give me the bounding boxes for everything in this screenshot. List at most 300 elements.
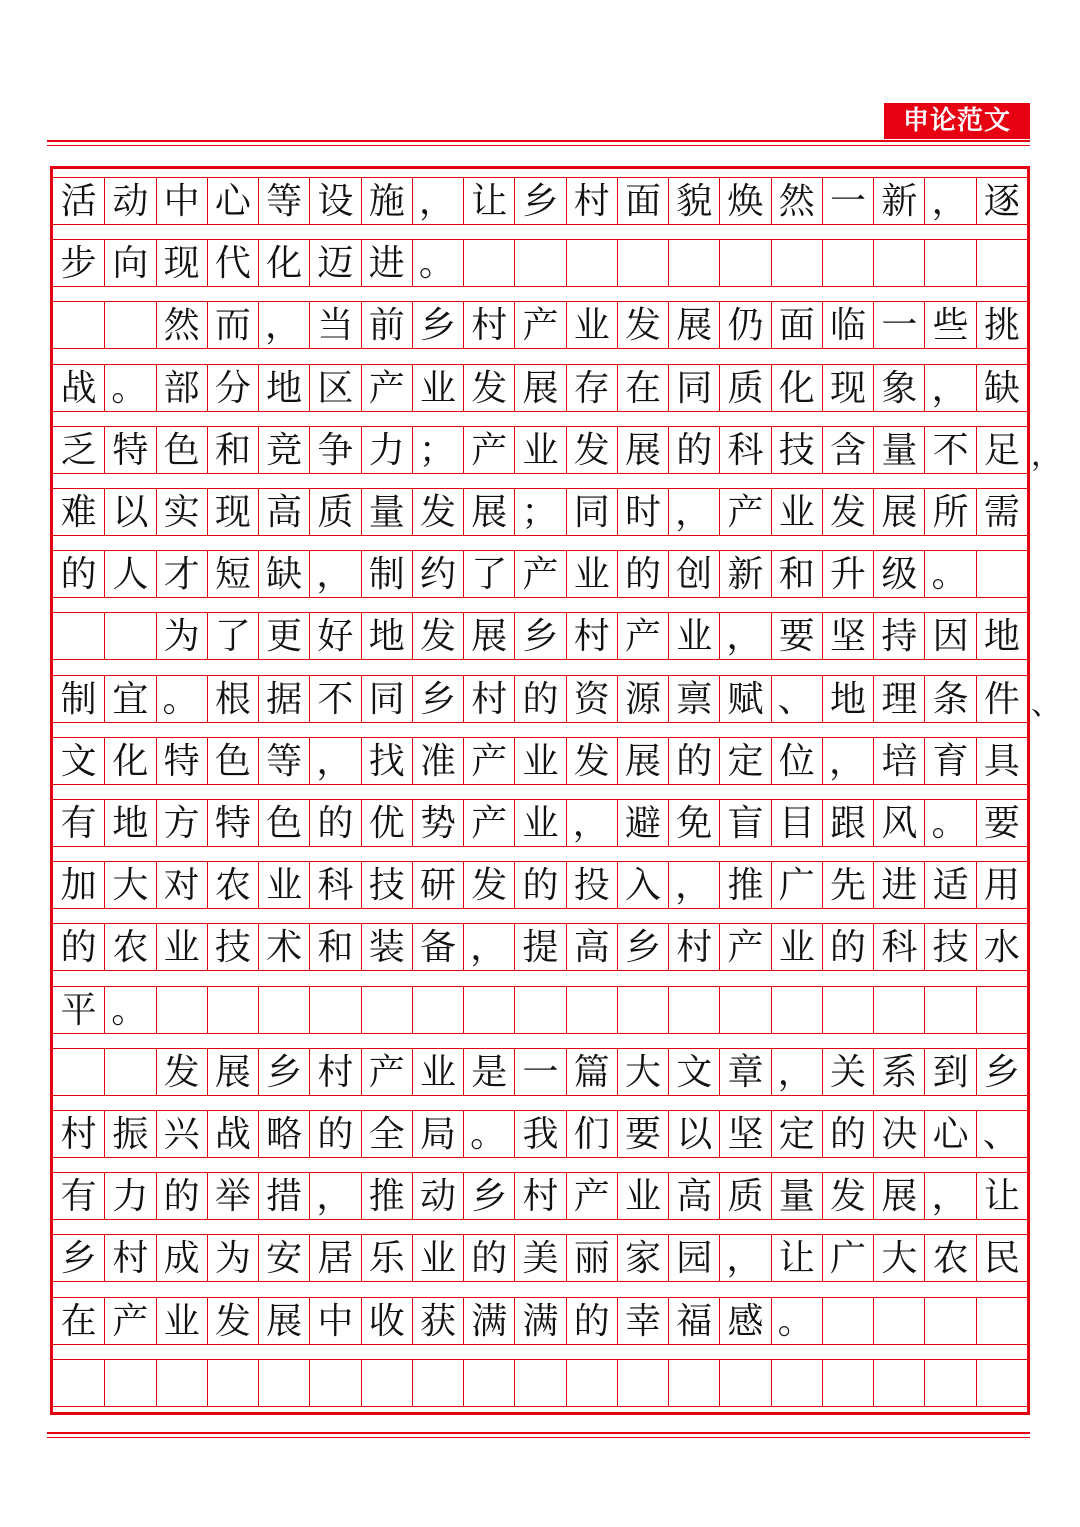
grid-row — [53, 799, 1027, 847]
grid-empty-cell — [822, 1359, 873, 1407]
grid-char-cell: 科 — [873, 923, 924, 971]
grid-char-cell: 优 — [361, 799, 412, 847]
grid-char-cell: 产 — [463, 426, 514, 474]
grid-char-cell: 业 — [566, 550, 617, 598]
grid-char-cell: 坚 — [822, 612, 873, 660]
grid-char-cell: 不 — [924, 426, 975, 474]
grid-char-cell: 丽 — [566, 1234, 617, 1282]
grid-empty-cell — [104, 1048, 155, 1096]
grid-empty-cell — [976, 1297, 1027, 1345]
grid-char-cell: 足 — [976, 426, 1027, 474]
grid-char-cell: 业 — [771, 488, 822, 536]
grid-char-cell: 和 — [207, 426, 258, 474]
grid-empty-cell — [309, 1359, 360, 1407]
grid-empty-cell — [976, 986, 1027, 1034]
grid-char-cell: 产 — [719, 488, 770, 536]
grid-char-cell: 进 — [361, 239, 412, 287]
grid-char-cell: 乡 — [514, 177, 565, 225]
grid-char-cell: 有 — [53, 1172, 104, 1220]
grid-char-cell: 产 — [104, 1297, 155, 1345]
grid-empty-cell — [668, 1359, 719, 1407]
grid-char-cell: 约 — [412, 550, 463, 598]
grid-char-cell: 到 — [924, 1048, 975, 1096]
grid-char-cell: 展 — [617, 737, 668, 785]
grid-char-cell: 一 — [514, 1048, 565, 1096]
grid-char-cell: 展 — [617, 426, 668, 474]
grid-char-cell: 获 — [412, 1297, 463, 1345]
grid-char-cell: 推 — [361, 1172, 412, 1220]
grid-char-cell: 中 — [309, 1297, 360, 1345]
grid-row — [53, 177, 1027, 225]
grid-char-cell: 的 — [514, 861, 565, 909]
grid-char-cell: 设 — [309, 177, 360, 225]
grid-empty-cell — [719, 1359, 770, 1407]
grid-char-cell: 些 — [924, 301, 975, 349]
grid-char-cell: ， — [668, 488, 719, 536]
grid-char-cell: 的 — [617, 550, 668, 598]
grid-char-cell: 产 — [361, 364, 412, 412]
grid-empty-cell — [668, 239, 719, 287]
grid-char-cell: 量 — [361, 488, 412, 536]
grid-char-cell: 动 — [104, 177, 155, 225]
grid-char-cell: 短 — [207, 550, 258, 598]
grid-char-cell: 产 — [566, 1172, 617, 1220]
grid-char-cell: 技 — [924, 923, 975, 971]
grid-empty-cell — [53, 301, 104, 349]
grid-char-cell: 备 — [412, 923, 463, 971]
grid-char-cell: 展 — [207, 1048, 258, 1096]
grid-char-cell: 和 — [771, 550, 822, 598]
grid-char-cell: 术 — [258, 923, 309, 971]
grid-empty-cell — [566, 986, 617, 1034]
grid-char-cell: 量 — [873, 426, 924, 474]
grid-char-cell: 同 — [566, 488, 617, 536]
grid-char-cell: 分 — [207, 364, 258, 412]
grid-char-cell: 特 — [156, 737, 207, 785]
grid-char-cell: 业 — [156, 923, 207, 971]
grid-char-cell: ； — [412, 426, 463, 474]
grid-char-cell: 理 — [873, 675, 924, 723]
grid-char-cell: 部 — [156, 364, 207, 412]
grid-char-cell: 。 — [156, 675, 207, 723]
grid-char-cell: 乏 — [53, 426, 104, 474]
grid-char-cell: 让 — [771, 1234, 822, 1282]
grid-char-cell: 居 — [309, 1234, 360, 1282]
grid-char-cell: 业 — [412, 1234, 463, 1282]
grid-empty-cell — [873, 1359, 924, 1407]
grid-char-cell: 了 — [463, 550, 514, 598]
grid-char-cell: 发 — [412, 612, 463, 660]
grid-char-cell: 发 — [156, 1048, 207, 1096]
composition-grid-sheet — [50, 166, 1061, 1415]
grid-empty-cell — [53, 1359, 104, 1407]
grid-char-cell: 才 — [156, 550, 207, 598]
grid-char-cell: 的 — [309, 1110, 360, 1158]
grid-row — [53, 239, 1027, 287]
grid-row — [53, 923, 1027, 971]
grid-empty-cell — [822, 239, 873, 287]
grid-char-cell: 发 — [566, 737, 617, 785]
grid-char-cell: 大 — [873, 1234, 924, 1282]
grid-char-cell: 是 — [463, 1048, 514, 1096]
grid-char-cell: 据 — [258, 675, 309, 723]
grid-empty-cell — [258, 1359, 309, 1407]
grid-char-cell: 定 — [771, 1110, 822, 1158]
grid-char-cell: 时 — [617, 488, 668, 536]
grid-char-cell: 为 — [207, 1234, 258, 1282]
grid-char-cell: 业 — [412, 1048, 463, 1096]
grid-char-cell: 业 — [514, 426, 565, 474]
grid-row — [53, 1172, 1027, 1220]
grid-char-cell: 产 — [617, 612, 668, 660]
grid-char-cell: 区 — [309, 364, 360, 412]
grid-char-cell: 水 — [976, 923, 1027, 971]
grid-empty-cell — [463, 1359, 514, 1407]
grid-char-cell: 准 — [412, 737, 463, 785]
grid-char-cell: 找 — [361, 737, 412, 785]
grid-char-cell: 一 — [822, 177, 873, 225]
grid-row — [53, 488, 1027, 536]
grid-char-cell: 然 — [771, 177, 822, 225]
grid-char-cell: 等 — [258, 177, 309, 225]
grid-char-cell: 技 — [771, 426, 822, 474]
grid-char-cell: 含 — [822, 426, 873, 474]
grid-char-cell: 投 — [566, 861, 617, 909]
grid-char-cell: 的 — [566, 1297, 617, 1345]
grid-row — [53, 550, 1027, 598]
grid-char-cell: 为 — [156, 612, 207, 660]
grid-char-cell: 先 — [822, 861, 873, 909]
grid-empty-cell — [53, 1048, 104, 1096]
grid-empty-cell — [976, 550, 1027, 598]
grid-char-cell: 美 — [514, 1234, 565, 1282]
grid-char-cell: 以 — [668, 1110, 719, 1158]
grid-char-cell: 前 — [361, 301, 412, 349]
grid-char-cell: 赋 — [719, 675, 770, 723]
grid-row — [53, 612, 1027, 660]
grid-char-cell: 特 — [207, 799, 258, 847]
grid-char-cell: 地 — [104, 799, 155, 847]
grid-char-cell: 地 — [361, 612, 412, 660]
grid-char-cell: 发 — [617, 301, 668, 349]
grid-empty-cell — [104, 1359, 155, 1407]
grid-char-cell: 避 — [617, 799, 668, 847]
grid-char-cell: 产 — [463, 799, 514, 847]
grid-empty-cell — [566, 239, 617, 287]
grid-char-cell: 系 — [873, 1048, 924, 1096]
grid-row — [53, 364, 1027, 412]
grid-char-cell: 略 — [258, 1110, 309, 1158]
grid-char-cell: 质 — [719, 1172, 770, 1220]
grid-row — [53, 986, 1027, 1034]
grid-empty-cell — [258, 986, 309, 1034]
grid-char-cell: 挑 — [976, 301, 1027, 349]
grid-char-cell: 新 — [719, 550, 770, 598]
grid-char-cell: 现 — [156, 239, 207, 287]
grid-char-cell: 展 — [873, 488, 924, 536]
grid-row — [53, 426, 1061, 474]
grid-char-cell: 发 — [566, 426, 617, 474]
grid-char-cell: 同 — [668, 364, 719, 412]
grid-char-cell: 高 — [258, 488, 309, 536]
grid-char-cell: 现 — [207, 488, 258, 536]
grid-empty-cell — [104, 301, 155, 349]
grid-char-cell: 的 — [822, 1110, 873, 1158]
grid-char-cell: ， — [719, 612, 770, 660]
grid-char-cell: 农 — [104, 923, 155, 971]
grid-row — [53, 1234, 1027, 1282]
grid-char-cell: ， — [258, 301, 309, 349]
grid-char-cell: 用 — [976, 861, 1027, 909]
grid-char-cell: 乡 — [514, 612, 565, 660]
grid-char-cell: 色 — [207, 737, 258, 785]
grid-char-cell: 大 — [617, 1048, 668, 1096]
grid-char-cell: 发 — [822, 1172, 873, 1220]
grid-char-cell: 感 — [719, 1297, 770, 1345]
grid-char-cell: 提 — [514, 923, 565, 971]
grid-empty-cell — [771, 239, 822, 287]
grid-char-cell: 创 — [668, 550, 719, 598]
grid-char-cell: 的 — [156, 1172, 207, 1220]
grid-empty-cell — [719, 986, 770, 1034]
grid-char-cell: 我 — [514, 1110, 565, 1158]
grid-empty-cell — [822, 1297, 873, 1345]
grid-empty-cell — [924, 1359, 975, 1407]
grid-char-cell: 农 — [207, 861, 258, 909]
grid-char-cell: 业 — [514, 737, 565, 785]
grid-char-cell: 的 — [463, 1234, 514, 1282]
grid-char-cell: 展 — [463, 612, 514, 660]
grid-char-cell: 定 — [719, 737, 770, 785]
grid-char-cell: 制 — [361, 550, 412, 598]
grid-char-cell: 要 — [771, 612, 822, 660]
grid-char-cell: 向 — [104, 239, 155, 287]
grid-char-cell: 宜 — [104, 675, 155, 723]
grid-char-cell: 家 — [617, 1234, 668, 1282]
margin-punctuation: ， — [1031, 437, 1061, 473]
grid-char-cell: 幸 — [617, 1297, 668, 1345]
grid-char-cell: 举 — [207, 1172, 258, 1220]
grid-empty-cell — [873, 1297, 924, 1345]
grid-char-cell: ， — [924, 364, 975, 412]
grid-char-cell: 决 — [873, 1110, 924, 1158]
top-divider — [47, 140, 1030, 142]
grid-char-cell: 入 — [617, 861, 668, 909]
grid-char-cell: 成 — [156, 1234, 207, 1282]
grid-char-cell: 战 — [53, 364, 104, 412]
grid-empty-cell — [873, 986, 924, 1034]
grid-char-cell: 而 — [207, 301, 258, 349]
bottom-divider — [47, 1432, 1030, 1434]
grid-char-cell: 面 — [771, 301, 822, 349]
grid-char-cell: 。 — [463, 1110, 514, 1158]
grid-empty-cell — [924, 986, 975, 1034]
grid-char-cell: 适 — [924, 861, 975, 909]
grid-char-cell: 全 — [361, 1110, 412, 1158]
grid-empty-cell — [873, 239, 924, 287]
grid-char-cell: 乡 — [412, 675, 463, 723]
grid-char-cell: 化 — [771, 364, 822, 412]
grid-char-cell: 业 — [617, 1172, 668, 1220]
grid-char-cell: ； — [514, 488, 565, 536]
margin-punctuation: 、 — [1031, 686, 1061, 722]
grid-char-cell: 仍 — [719, 301, 770, 349]
grid-char-cell: 。 — [924, 799, 975, 847]
grid-char-cell: 的 — [822, 923, 873, 971]
grid-char-cell: 乡 — [617, 923, 668, 971]
grid-empty-cell — [309, 986, 360, 1034]
grid-char-cell: 具 — [976, 737, 1027, 785]
grid-char-cell: 技 — [207, 923, 258, 971]
grid-char-cell: 乐 — [361, 1234, 412, 1282]
grid-char-cell: 持 — [873, 612, 924, 660]
grid-char-cell: 。 — [104, 986, 155, 1034]
grid-char-cell: 存 — [566, 364, 617, 412]
grid-char-cell: 制 — [53, 675, 104, 723]
grid-char-cell: 特 — [104, 426, 155, 474]
grid-char-cell: 科 — [719, 426, 770, 474]
grid-char-cell: 地 — [822, 675, 873, 723]
grid-char-cell: 平 — [53, 986, 104, 1034]
grid-char-cell: 展 — [514, 364, 565, 412]
grid-empty-cell — [668, 986, 719, 1034]
grid-char-cell: 业 — [771, 923, 822, 971]
grid-char-cell: 需 — [976, 488, 1027, 536]
grid-char-cell: 好 — [309, 612, 360, 660]
grid-empty-cell — [976, 239, 1027, 287]
grid-char-cell: 。 — [924, 550, 975, 598]
grid-char-cell: 业 — [258, 861, 309, 909]
grid-row — [53, 675, 1061, 723]
grid-char-cell: 装 — [361, 923, 412, 971]
grid-empty-cell — [771, 986, 822, 1034]
grid-char-cell: 发 — [412, 488, 463, 536]
grid-char-cell: 村 — [566, 612, 617, 660]
bottom-divider-thin — [47, 1437, 1030, 1438]
grid-char-cell: 同 — [361, 675, 412, 723]
grid-char-cell: 村 — [668, 923, 719, 971]
grid-char-cell: 村 — [463, 675, 514, 723]
grid-char-cell: 发 — [207, 1297, 258, 1345]
grid-char-cell: 高 — [566, 923, 617, 971]
grid-empty-cell — [514, 239, 565, 287]
grid-char-cell: 目 — [771, 799, 822, 847]
grid-char-cell: 文 — [668, 1048, 719, 1096]
grid-char-cell: 广 — [771, 861, 822, 909]
grid-char-cell: 满 — [514, 1297, 565, 1345]
grid-char-cell: 缺 — [976, 364, 1027, 412]
grid-char-cell: 的 — [53, 550, 104, 598]
grid-char-cell: 貌 — [668, 177, 719, 225]
grid-char-cell: 当 — [309, 301, 360, 349]
grid-char-cell: 的 — [514, 675, 565, 723]
grid-char-cell: 因 — [924, 612, 975, 660]
grid-char-cell: 科 — [309, 861, 360, 909]
grid-char-cell: 质 — [309, 488, 360, 536]
grid-char-cell: 在 — [617, 364, 668, 412]
grid-empty-cell — [566, 1359, 617, 1407]
grid-char-cell: 色 — [156, 426, 207, 474]
grid-char-cell: 盲 — [719, 799, 770, 847]
grid-char-cell: 迈 — [309, 239, 360, 287]
grid-char-cell: 代 — [207, 239, 258, 287]
grid-char-cell: ， — [309, 1172, 360, 1220]
grid-char-cell: 展 — [258, 1297, 309, 1345]
grid-row — [53, 737, 1027, 785]
grid-char-cell: 业 — [668, 612, 719, 660]
grid-char-cell: 要 — [976, 799, 1027, 847]
grid-char-cell: 育 — [924, 737, 975, 785]
grid-char-cell: 乡 — [53, 1234, 104, 1282]
grid-char-cell: 广 — [822, 1234, 873, 1282]
grid-char-cell: 了 — [207, 612, 258, 660]
grid-char-cell: 更 — [258, 612, 309, 660]
grid-char-cell: 村 — [463, 301, 514, 349]
grid-row — [53, 301, 1027, 349]
grid-char-cell: 心 — [924, 1110, 975, 1158]
grid-empty-cell — [924, 1297, 975, 1345]
grid-char-cell: 化 — [258, 239, 309, 287]
grid-char-cell: ， — [309, 737, 360, 785]
grid-char-cell: 进 — [873, 861, 924, 909]
grid-char-cell: 民 — [976, 1234, 1027, 1282]
grid-row — [53, 1110, 1027, 1158]
grid-char-cell: 收 — [361, 1297, 412, 1345]
top-divider-thin — [47, 145, 1030, 146]
grid-char-cell: 高 — [668, 1172, 719, 1220]
grid-char-cell: 的 — [668, 737, 719, 785]
grid-char-cell: 培 — [873, 737, 924, 785]
grid-char-cell: 力 — [361, 426, 412, 474]
grid-char-cell: 色 — [258, 799, 309, 847]
grid-char-cell: 研 — [412, 861, 463, 909]
grid-empty-cell — [53, 612, 104, 660]
grid-char-cell: 新 — [873, 177, 924, 225]
grid-char-cell: 产 — [719, 923, 770, 971]
grid-empty-cell — [156, 986, 207, 1034]
grid-char-cell: 村 — [566, 177, 617, 225]
grid-row — [53, 1048, 1027, 1096]
grid-char-cell: 村 — [53, 1110, 104, 1158]
grid-char-cell: 村 — [309, 1048, 360, 1096]
grid-char-cell: 章 — [719, 1048, 770, 1096]
grid-char-cell: 地 — [976, 612, 1027, 660]
grid-char-cell: 坚 — [719, 1110, 770, 1158]
grid-char-cell: 业 — [514, 799, 565, 847]
grid-char-cell: 然 — [156, 301, 207, 349]
grid-char-cell: 施 — [361, 177, 412, 225]
grid-char-cell: 的 — [53, 923, 104, 971]
grid-char-cell: 心 — [207, 177, 258, 225]
grid-char-cell: 发 — [463, 364, 514, 412]
grid-char-cell: 园 — [668, 1234, 719, 1282]
grid-char-cell: 所 — [924, 488, 975, 536]
grid-char-cell: 活 — [53, 177, 104, 225]
grid-empty-cell — [412, 986, 463, 1034]
grid-char-cell: 要 — [617, 1110, 668, 1158]
grid-char-cell: 技 — [361, 861, 412, 909]
grid-char-cell: 发 — [822, 488, 873, 536]
grid-char-cell: ， — [822, 737, 873, 785]
grid-char-cell: 业 — [566, 301, 617, 349]
grid-empty-cell — [514, 986, 565, 1034]
grid-char-cell: 们 — [566, 1110, 617, 1158]
grid-char-cell: ， — [309, 550, 360, 598]
grid-empty-cell — [617, 986, 668, 1034]
grid-char-cell: 乡 — [976, 1048, 1027, 1096]
grid-empty-cell — [976, 1359, 1027, 1407]
grid-char-cell: 件 — [976, 675, 1027, 723]
